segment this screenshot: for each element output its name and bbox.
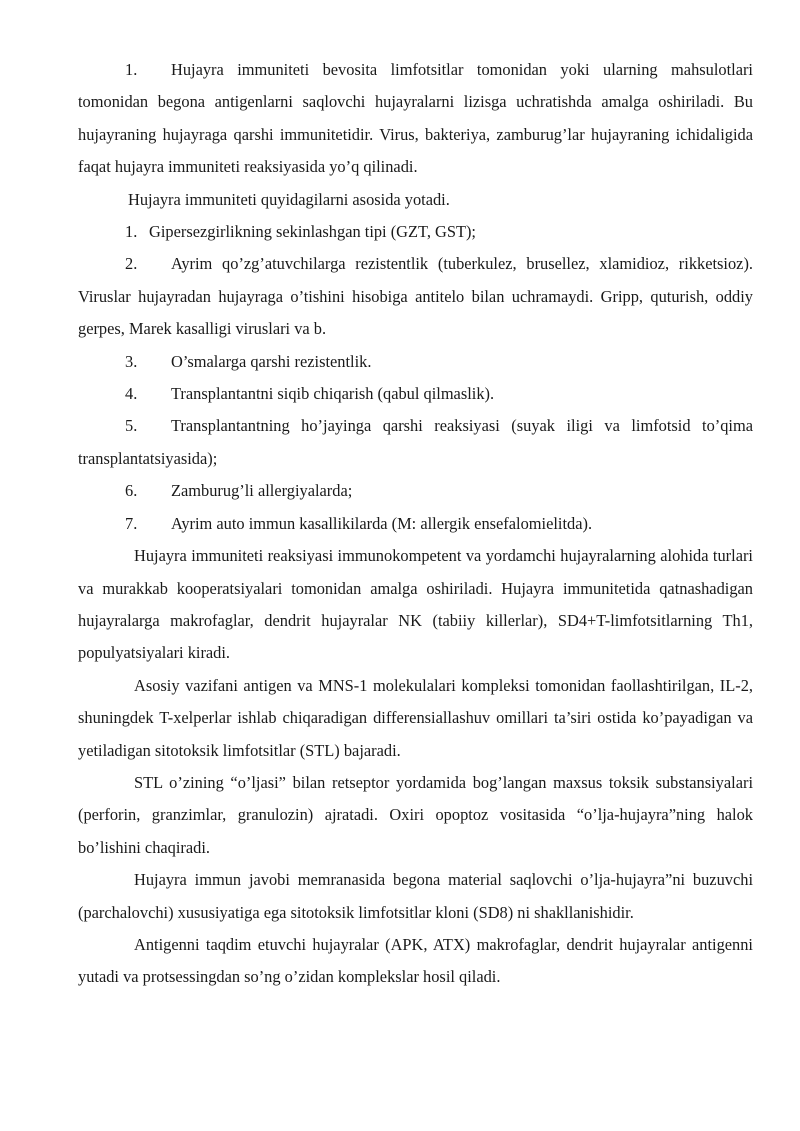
list-number: 2. <box>125 254 138 274</box>
paragraph: Hujayra immuniteti quyidagilarni asosida yotadi. <box>128 189 450 209</box>
list-number: 1. <box>125 222 138 242</box>
list-number: 3. <box>125 351 138 371</box>
list-number: 6. <box>125 481 138 501</box>
list-number: 7. <box>125 513 138 533</box>
paragraph: Hujayra immuniteti reaksiyasi immunokompetent va yordamchi hujayralarning alohida turlari va murakkab kooperatsiyalari tomonidan amalga oshiriladi. Hujayra immunitetida qatnashadigan hujayralarga makrofaglar, dendrit hujayralar NK (tabiiy killerlar), SD4+T-limfotsitlarning Th1, populyatsiyalari kiradi. <box>78 546 753 663</box>
list-item <box>78 216 753 248</box>
paragraph: Antigenni taqdim etuvchi hujayralar (APK, ATX) makrofaglar, dendrit hujayralar antigenni yutadi va protsessingdan so’ng o’zidan komplekslar hosil qiladi. <box>78 934 753 987</box>
list-text: Hujayra immuniteti bevosita limfotsitlar tomonidan yoki ularning mahsulotlari tomonidan begona antigenlarni saqlovchi hujayralarni lizisga uchratishda amalga oshiriladi. Bu hujayraning hujayraga qarshi immunitetidir. Virus, bakteriya, zamburug’lar hujayraning ichidaligida faqat hujayra immuniteti reaksiyasida yo’q qilinadi. <box>78 60 753 177</box>
list-text: Ayrim auto immun kasallikilarda (M: allergik ensefalomielitda). <box>171 513 593 533</box>
list-text: Ayrim qo’zg’atuvchilarga rezistentlik (tuberkulez, brusellez, xlamidioz, rikketsioz). Viruslar hujayradan hujayraga o’tishini hisobiga antitelo bilan uchramaydi. Gripp, quturish, oddiy gerpes, Marek kasalligi viruslari va b. <box>78 254 753 339</box>
list-number: 5. <box>125 416 138 436</box>
list-text: O’smalarga qarshi rezistentlik. <box>171 351 372 371</box>
list-number: 4. <box>125 384 138 404</box>
list-text: Gipersezgirlikning sekinlashgan tipi (GZT, GST); <box>149 222 476 242</box>
list-text: Zamburug’li allergiyalarda; <box>171 481 353 501</box>
list-item <box>78 248 753 345</box>
list-item <box>78 54 753 184</box>
list-text: Transplantantni siqib chiqarish (qabul qilmaslik). <box>171 384 495 404</box>
list-text: Transplantantning ho’jayinga qarshi reaksiyasi (suyak iligi va limfotsid to’qima transplantatsiyasida); <box>78 416 753 468</box>
paragraph: STL o’zining “o’ljasi” bilan retseptor yordamida bog’langan maxsus toksik substansiyalari (perforin, granzimlar, granulozin) ajratadi. Oxiri opoptoz vositasida “o’lja-hujayra”ning halok bo’lishini chaqiradi. <box>78 772 753 857</box>
list-item <box>78 475 753 507</box>
paragraph: Hujayra immun javobi memranasida begona material saqlovchi o’lja-hujayra”ni buzuvchi (parchalovchi) xususiyatiga ega sitotoksik limfotsitlar kloni (SD8) ni shakllanishidir. <box>78 870 753 922</box>
list-item <box>78 378 753 410</box>
list-item <box>78 346 753 378</box>
document-page <box>78 54 753 994</box>
list-item <box>78 508 753 540</box>
list-number: 1. <box>125 60 138 79</box>
list-item <box>78 410 753 475</box>
paragraph: Asosiy vazifani antigen va MNS-1 molekulalari kompleksi tomonidan faollashtirilgan, IL-2, shuningdek T-xelperlar ishlab chiqaradigan differensiallashuv omillari ta’siri ostida ko’payadigan va yetiladigan sitotoksik limfotsitlar (STL) bajaradi. <box>78 675 753 760</box>
